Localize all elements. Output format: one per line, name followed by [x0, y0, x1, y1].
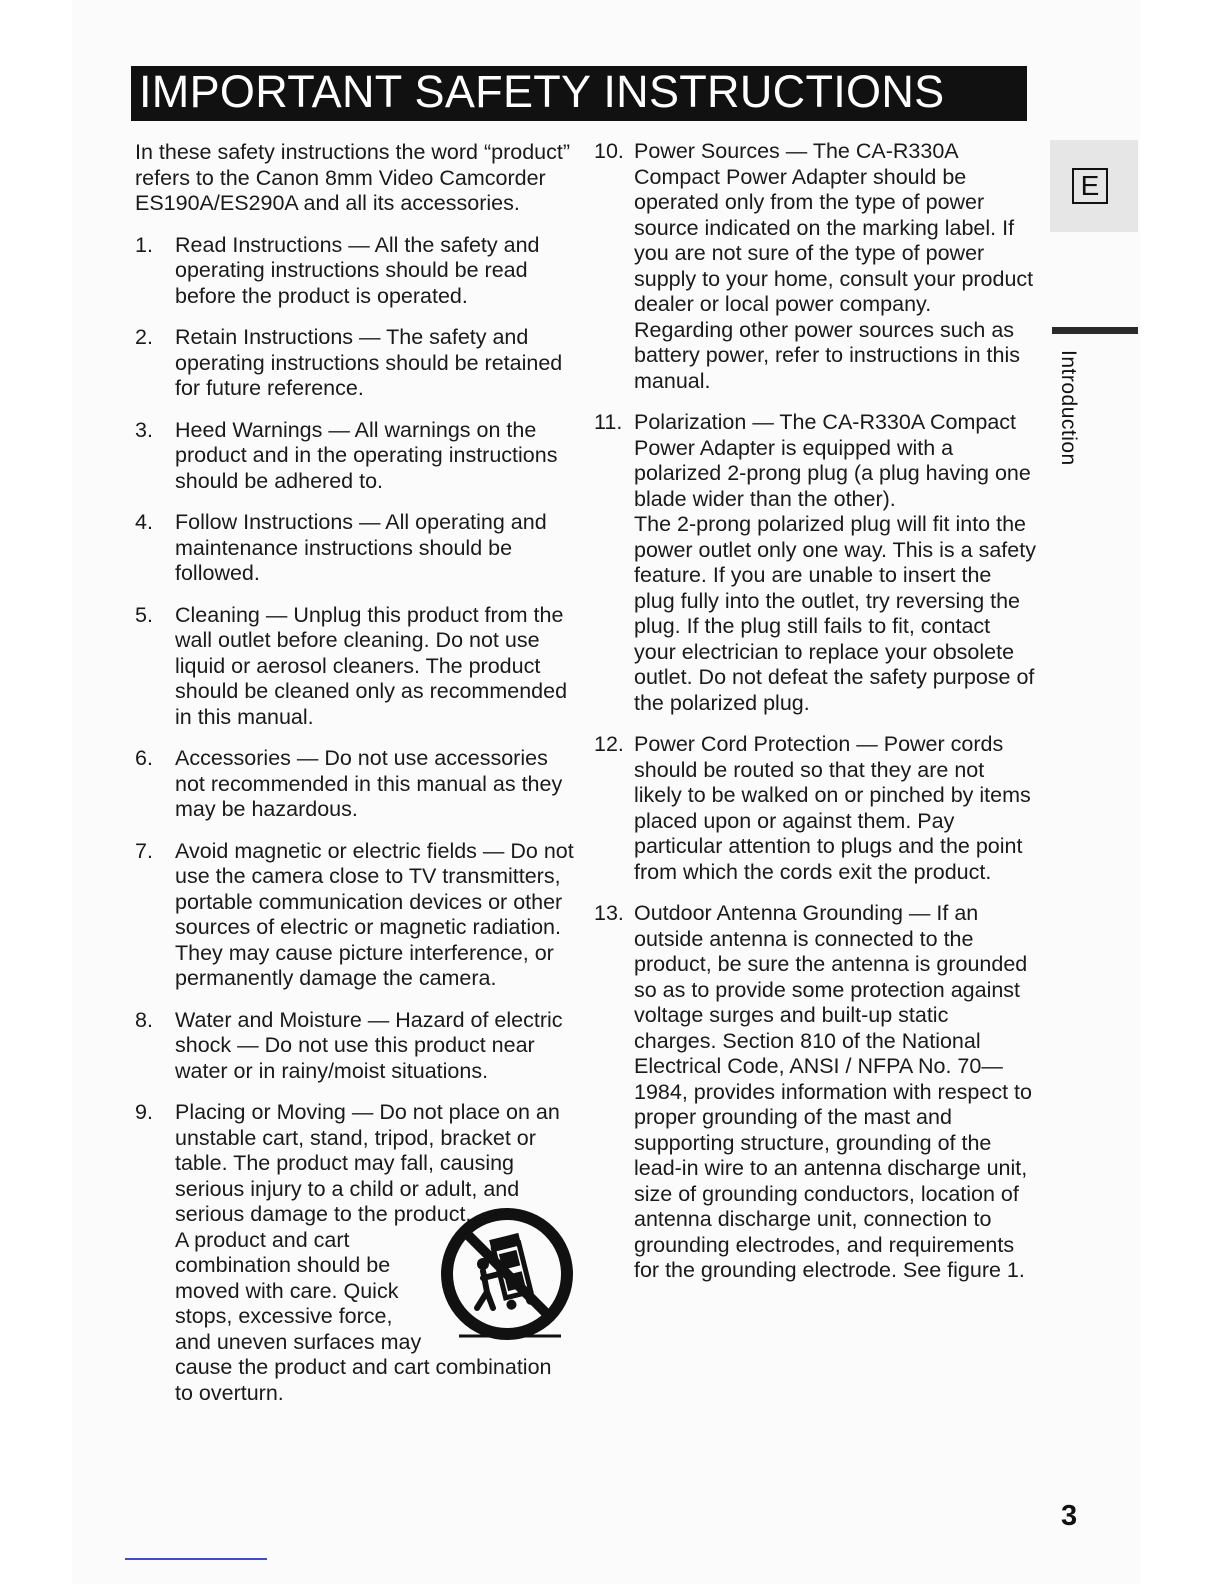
- list-item: [135, 1100, 575, 1406]
- item-text: Read Instructions — All the safety and operating instructions should be read before the product is operated.: [175, 232, 540, 308]
- list-item: [135, 746, 575, 823]
- item-text: Polarization — The CA-R330A Compact Power Adapter is equipped with a polarized 2-prong plug (a plug having one blade wider than the other).: [634, 410, 1031, 511]
- item-text: Outdoor Antenna Grounding — If an outside antenna is connected to the product, be sure the antenna is grounded so as to provide some protection against voltage surges and built-up static charges. Section 810 of the National Electrical Code, ANSI / NFPA No. 70—1984, provides information with respect to proper grounding of the mast and supporting structure, grounding of the lead-in wire to an antenna discharge unit, size of grounding conductors, location of antenna discharge unit, connection to grounding electrodes, and requirements for the grounding electrode. See figure 1.: [634, 901, 1032, 1282]
- item-number: 3.: [135, 417, 153, 442]
- section-label: Introduction: [1057, 350, 1080, 466]
- list-item: [594, 410, 1036, 716]
- item-number: 2.: [135, 325, 153, 349]
- page-number: 3: [1061, 1500, 1078, 1532]
- item-number: 5.: [135, 602, 153, 627]
- page-title: IMPORTANT SAFETY INSTRUCTIONS: [131, 66, 1027, 118]
- item-text: Accessories — Do not use accessories not recommended in this manual as they may be hazardous.: [175, 746, 563, 821]
- section-divider: [1052, 327, 1138, 334]
- right-column: [594, 139, 1036, 1300]
- item-text: Follow Instructions — All operating and maintenance instructions should be followed.: [175, 510, 547, 585]
- cart-tip-over-warning-icon: [441, 1208, 573, 1340]
- item-text: Retain Instructions — The safety and operating instructions should be retained for future reference.: [175, 325, 563, 400]
- item-number: 4.: [135, 510, 153, 534]
- item-number: 12.: [594, 732, 624, 756]
- item-number: 10.: [594, 139, 624, 163]
- item-text: Power Cord Protection — Power cords should be routed so that they are not likely to be walked on or pinched by items placed upon or against them. Pay particular attention to plugs and the point from which the cords exit the product.: [634, 732, 1031, 884]
- cart-warning: [175, 1228, 575, 1407]
- item-number: 9.: [135, 1100, 153, 1124]
- footer-underline: [125, 1558, 267, 1560]
- item-text: Avoid magnetic or electric fields — Do not use the camera close to TV transmitters, portable communication devices or other sources of electric or magnetic radiation. They may cause picture interference, or permanently damage the camera.: [175, 838, 574, 990]
- list-item: [135, 418, 575, 495]
- list-item: [594, 901, 1036, 1284]
- item-text: Placing or Moving — Do not place on an unstable cart, stand, tripod, bracket or table. The product may fall, causing serious injury to a child or adult, and serious damage to the product.: [175, 1100, 560, 1226]
- list-item: [594, 732, 1036, 885]
- cart-warning-text-continued: cause the product and cart combination to overturn.: [175, 1355, 552, 1405]
- item-text: Cleaning — Unplug this product from the wall outlet before cleaning. Do not use liquid or aerosol cleaners. The product should be cleaned only as recommended in this manual.: [175, 602, 568, 729]
- item-number: 1.: [135, 232, 153, 257]
- list-item: [135, 839, 575, 992]
- list-item: [135, 325, 575, 402]
- item-number: 8.: [135, 1007, 153, 1032]
- cart-warning-text: A product and cart combination should be moved with care. Quick stops, excessive force, and uneven surfaces may: [175, 1227, 422, 1354]
- intro-paragraph: In these safety instructions the word “product” refers to the Canon 8mm Video Camcorder ES190A/ES290A and all its accessories.: [135, 140, 570, 215]
- item-number: 13.: [594, 901, 624, 925]
- item-text: Water and Moisture — Hazard of electric shock — Do not use this product near water or in rainy/moist situations.: [175, 1007, 563, 1083]
- list-item: [594, 139, 1036, 394]
- item-number: 11.: [594, 410, 623, 434]
- left-column: [135, 140, 575, 1422]
- list-item: [135, 603, 575, 731]
- item-number: 6.: [135, 746, 153, 770]
- language-tab: [1050, 140, 1138, 232]
- item-number: 7.: [135, 838, 153, 863]
- item-text-continued: The 2-prong polarized plug will fit into the power outlet only one way. This is a safety feature. If you are unable to insert the plug fully into the outlet, try reversing the plug. If the plug still fails to fit, contact your electrician to replace your obsolete outlet. Do not defeat the safety purpose of the polarized plug.: [634, 512, 1036, 715]
- item-text: Power Sources — The CA-R330A Compact Power Adapter should be operated only from the type of power source indicated on the marking label. If you are not sure of the type of power supply to your home, consult your product dealer or local power company. Regarding other power sources such as battery power, refer to instructions in this manual.: [634, 139, 1034, 393]
- list-item: [135, 233, 575, 310]
- list-item: [135, 1008, 575, 1085]
- language-tab-label: E: [1072, 168, 1108, 204]
- list-item: [135, 510, 575, 587]
- item-text: Heed Warnings — All warnings on the product and in the operating instructions should be adhered to.: [175, 417, 558, 493]
- title-divider: [131, 118, 1027, 121]
